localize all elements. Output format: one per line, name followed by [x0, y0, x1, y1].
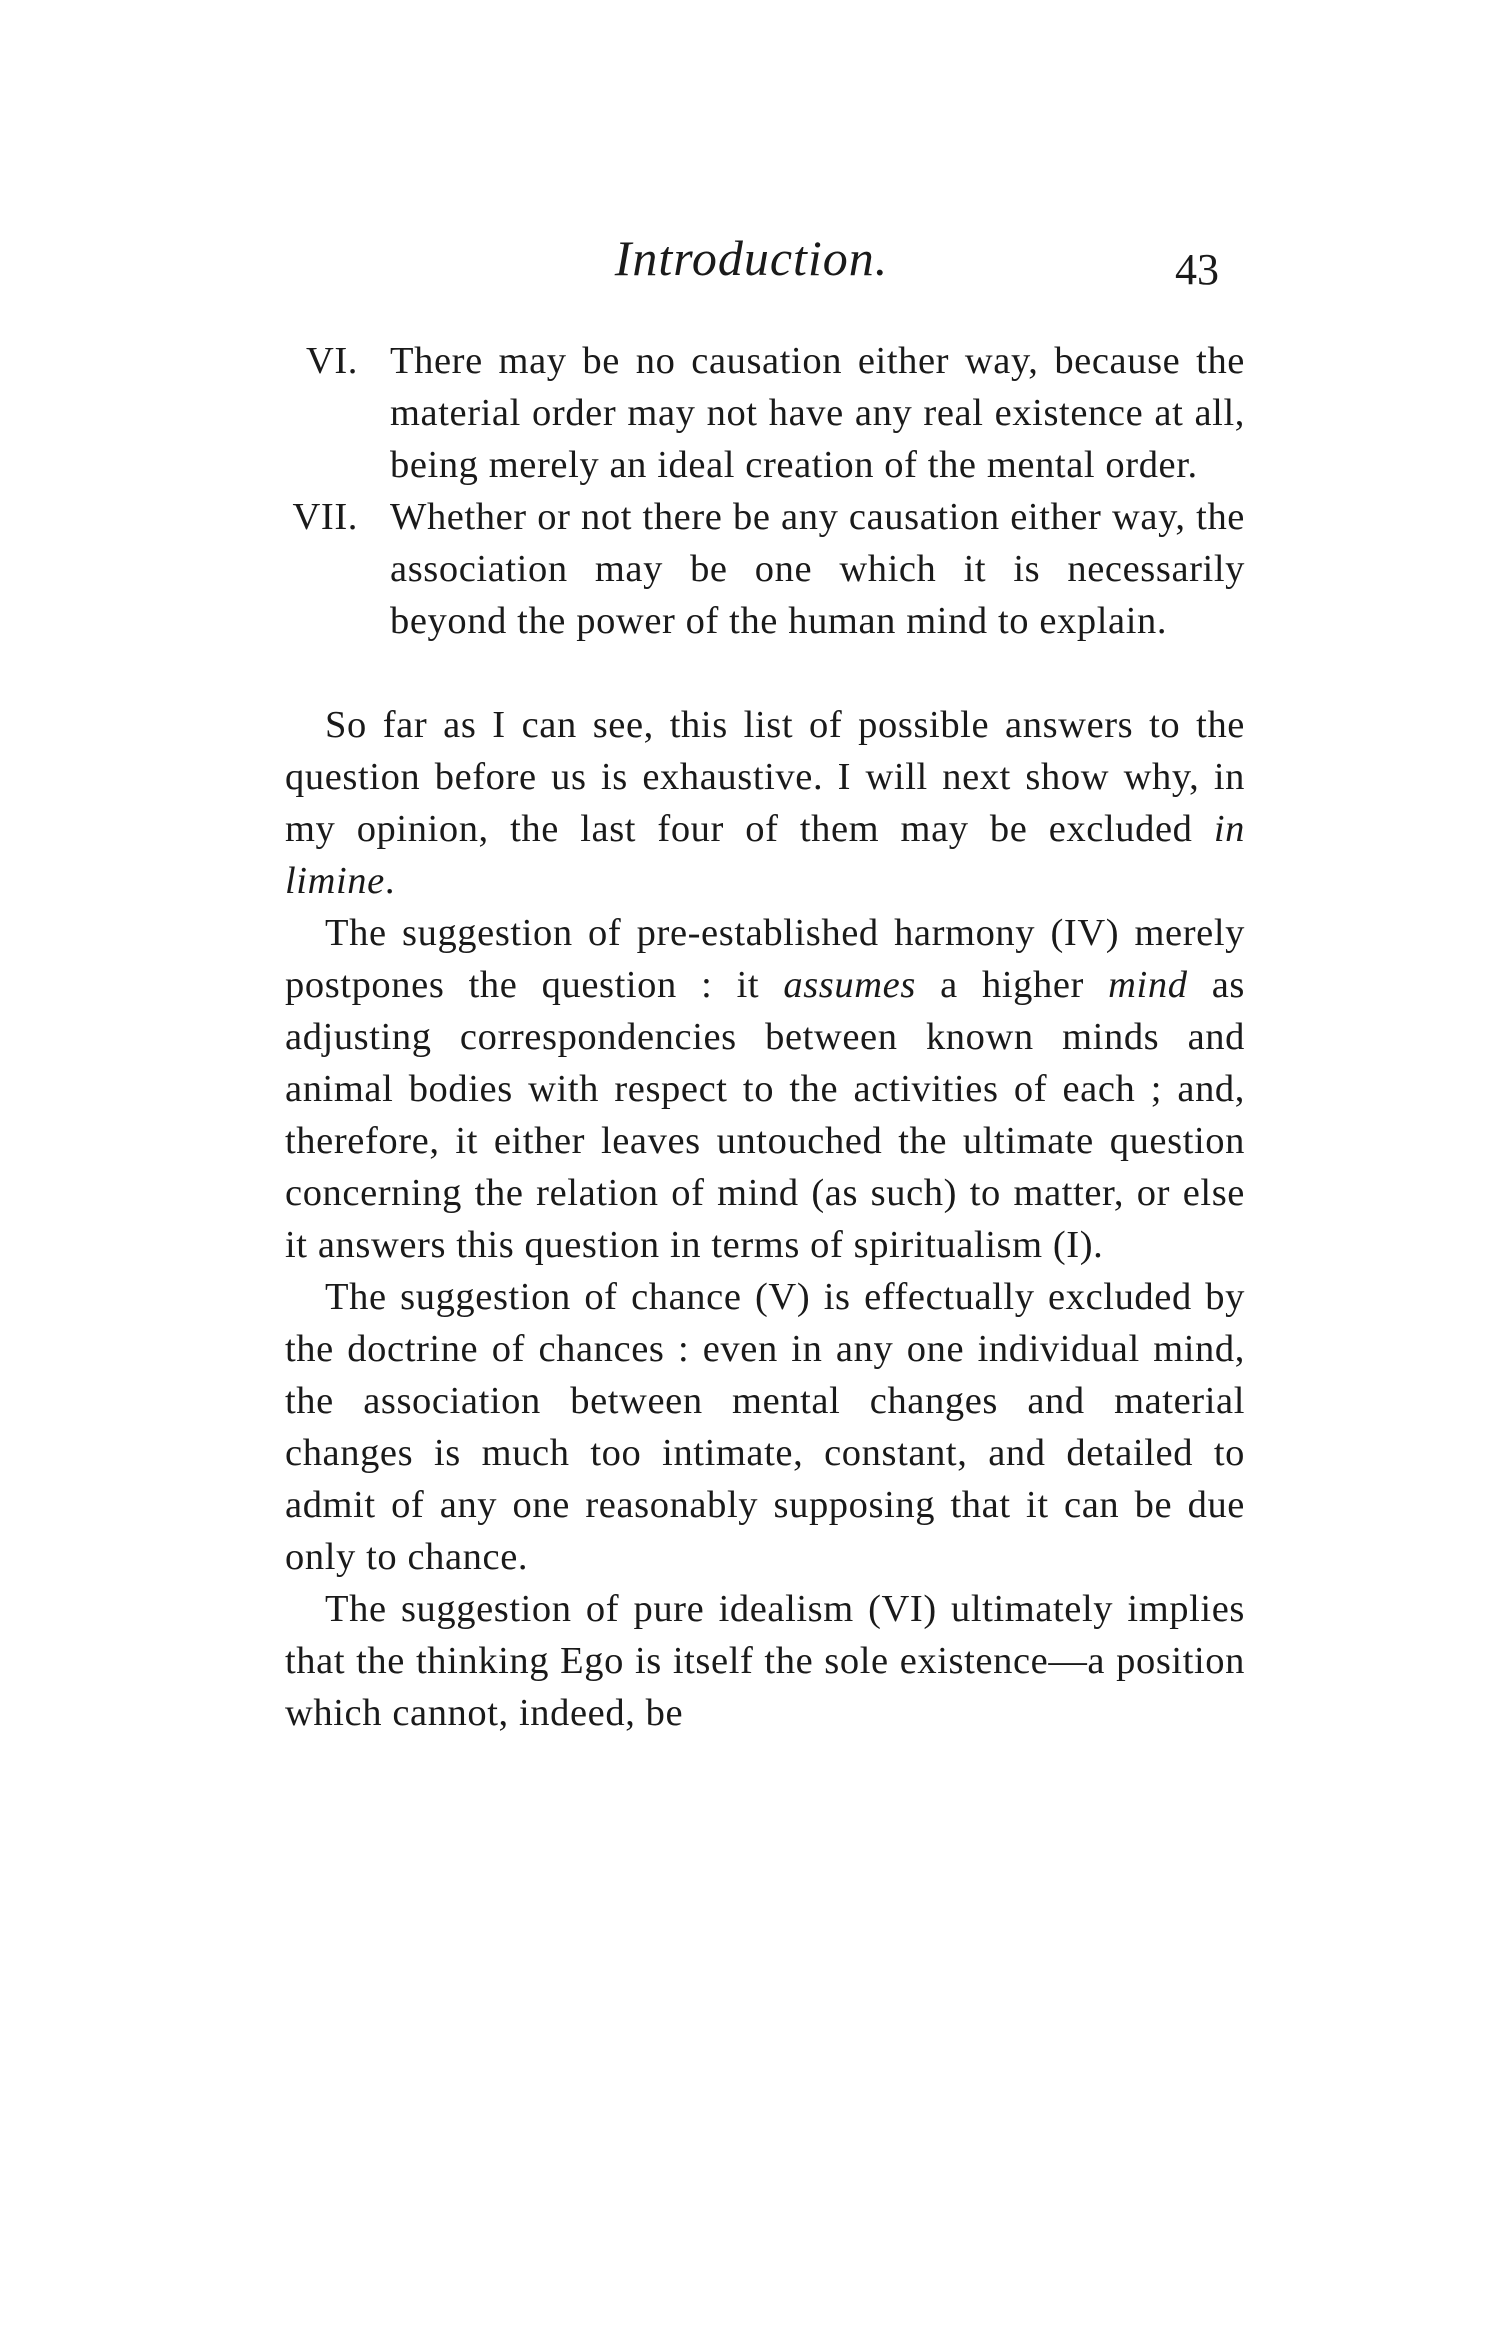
running-title: Introduction.: [614, 230, 889, 286]
emphasis-mind: mind: [1108, 964, 1188, 1006]
paragraph-text: So far as I can see, this list of possible answers to the question before us is exhaustive. I will next show why, in my opinion, the last four of them may be excluded: [285, 704, 1245, 850]
paragraph-harmony: [285, 907, 1245, 1271]
list-item-text: There may be no causation either way, because the material order may not have any real existence at all, being merely an ideal creation of the mental order.: [390, 340, 1245, 486]
paragraph-text: a higher: [915, 964, 1109, 1006]
body-text: [285, 335, 1245, 1739]
latin-phrase: in limine: [285, 808, 1245, 902]
paragraph-chance: The suggestion of chance (V) is effectually excluded by the doctrine of chances : even in any one individual mind, the association between mental changes and material changes is much too intimate, constant, and detailed to admit of any one reasonably supposing that it can be due only to chance.: [285, 1276, 1245, 1578]
page-number: 43: [1175, 245, 1219, 294]
paragraph-text: The suggestion of pre-established harmony (IV) merely postpones the question : it: [285, 912, 1245, 1006]
paragraph-text: as adjusting correspondencies between known minds and animal bodies with respect to the activities of each ; and, therefore, it either leaves untouched the ultimate question concerning the relation of mind (as such) to matter, or else it answers this question in terms of spiritualism (I).: [285, 964, 1246, 1266]
paragraph-text: .: [384, 860, 396, 902]
paragraph-idealism: The suggestion of pure idealism (VI) ultimately implies that the thinking Ego is itself the sole existence—a position which cannot, indeed, be: [285, 1588, 1245, 1734]
list-item-text: Whether or not there be any causation either way, the association may be one which it is necessarily beyond the power of the human mind to explain.: [390, 496, 1245, 642]
list-numeral: VII.: [292, 496, 358, 538]
list-numeral: VI.: [305, 340, 358, 382]
page-header: [0, 228, 1503, 298]
list-item-vi: [285, 335, 1245, 491]
paragraph-exhaustive-list: [285, 699, 1245, 907]
emphasis-assumes: assumes: [783, 964, 916, 1006]
list-item-vii: [285, 491, 1245, 647]
